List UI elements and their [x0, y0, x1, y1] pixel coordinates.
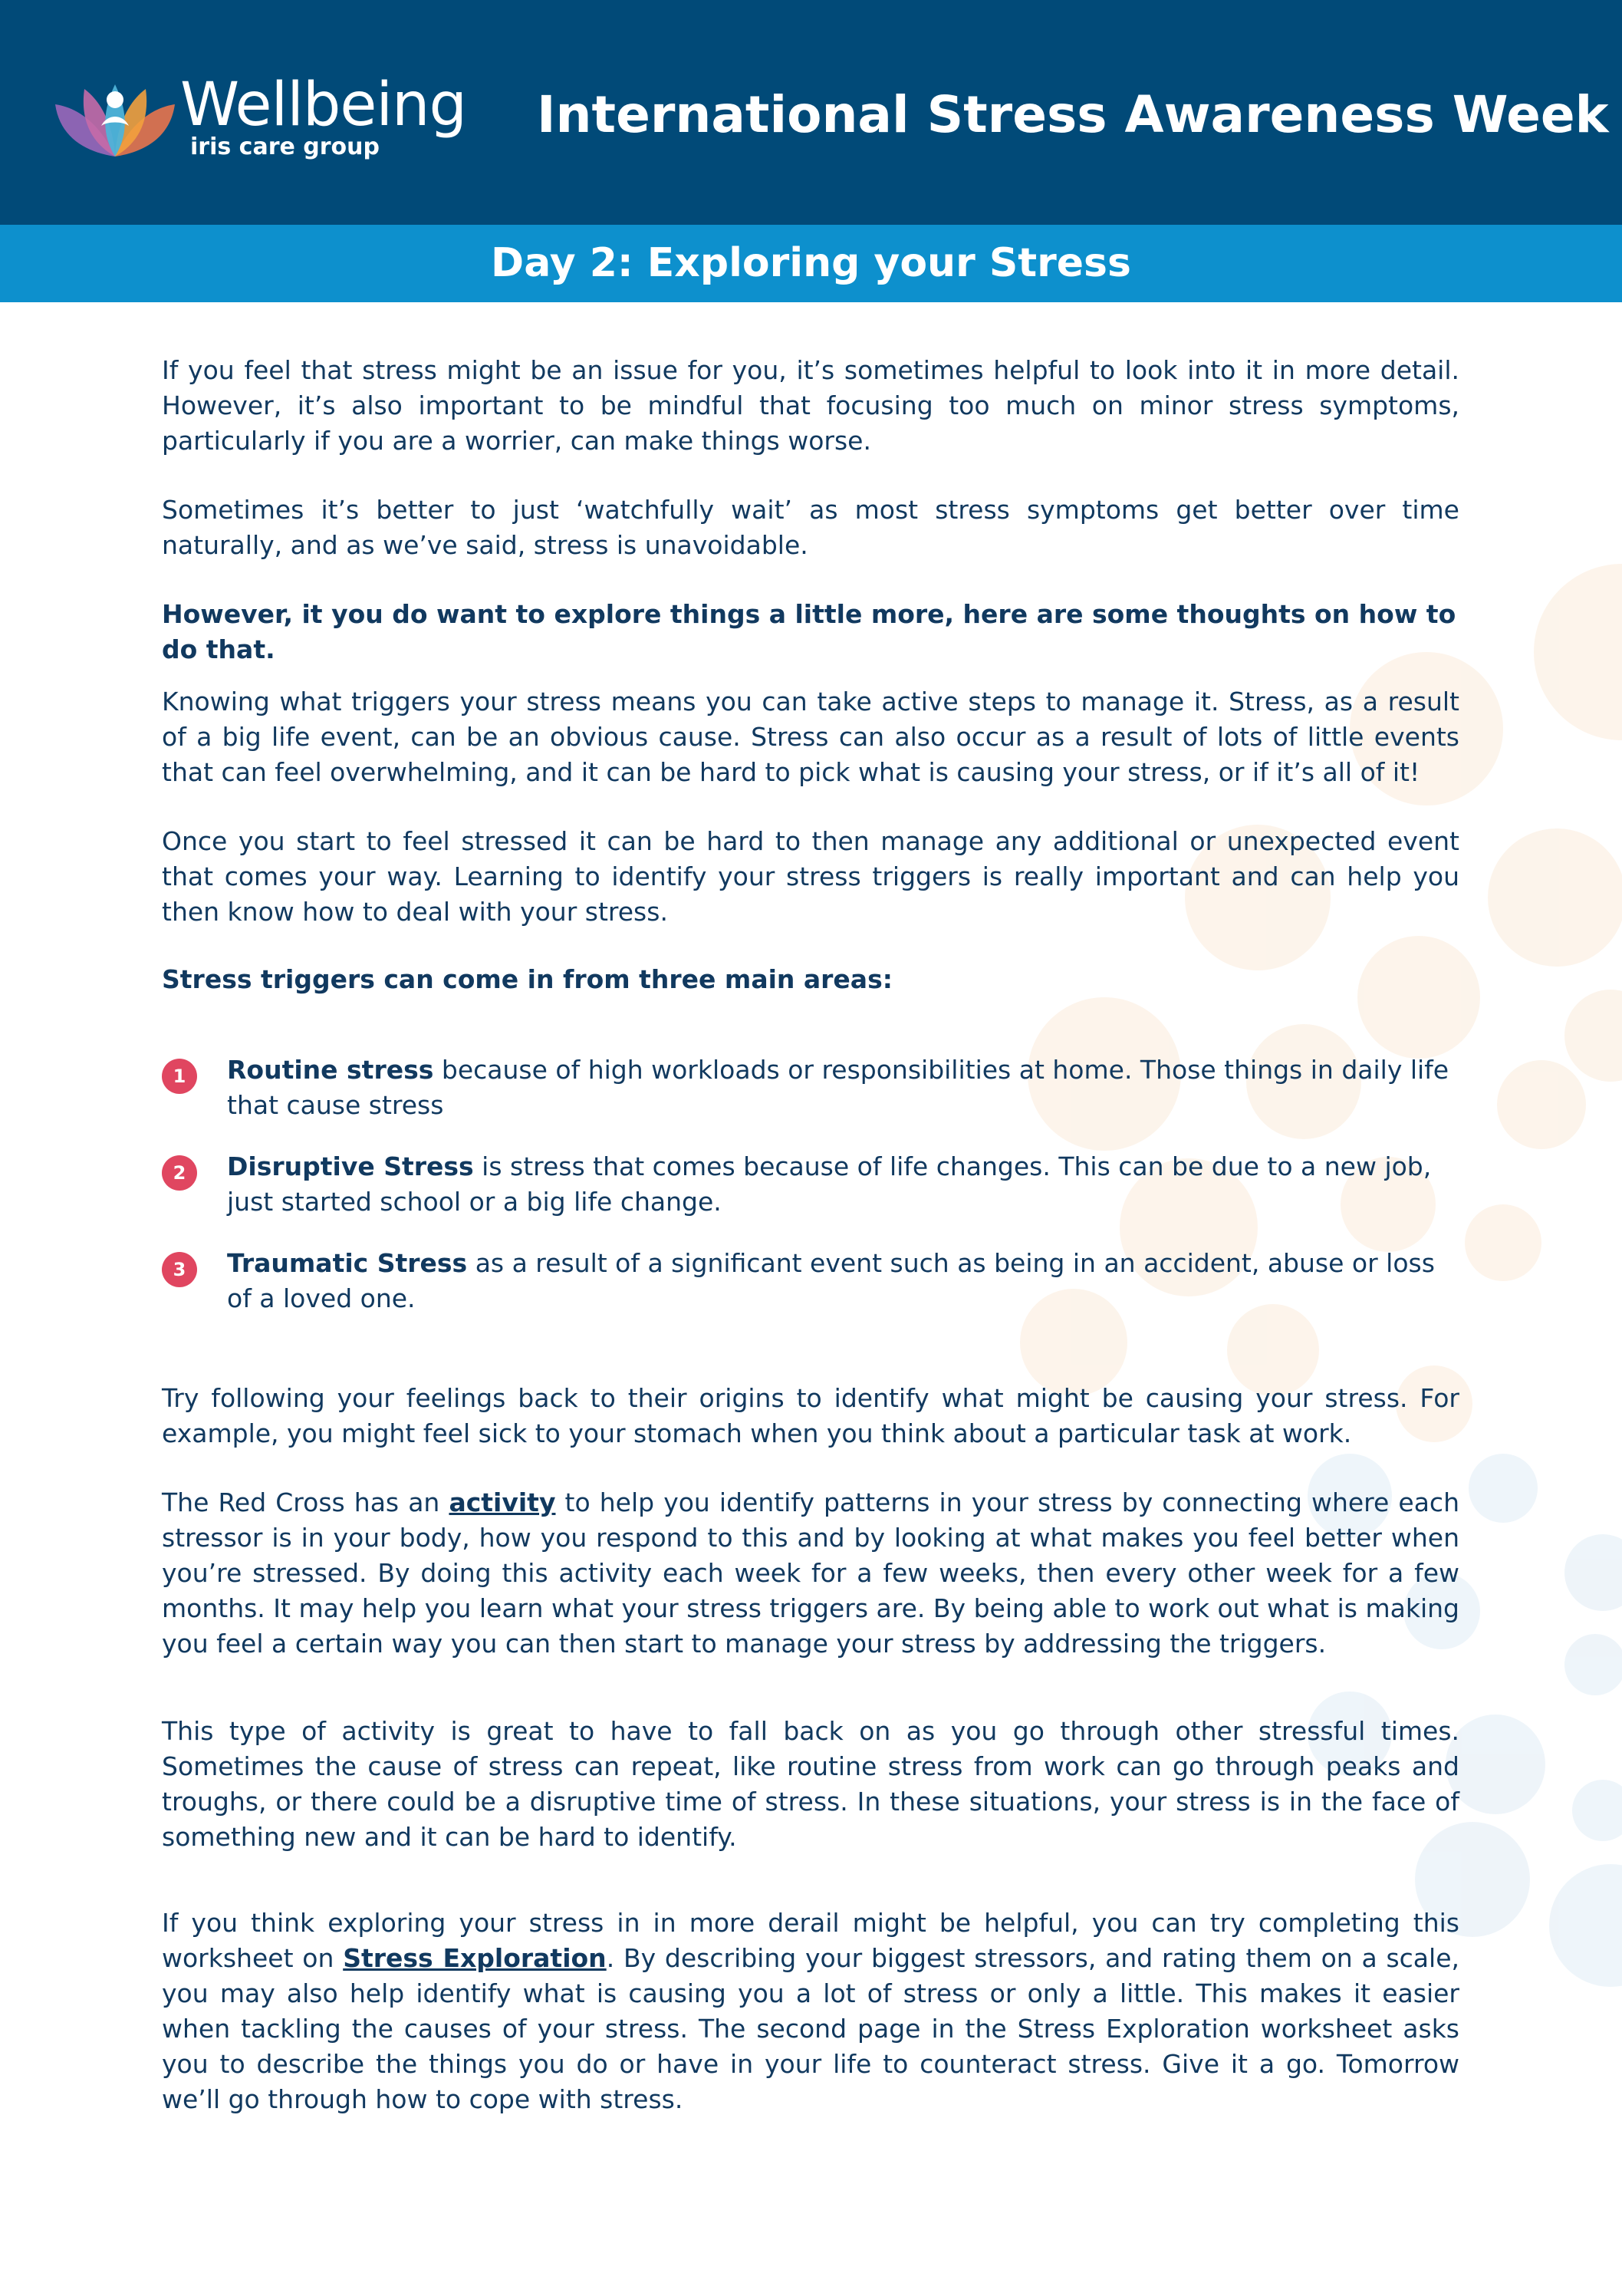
triggers-paragraph: Knowing what triggers your stress means you can take active steps to manage it. Stress, as a result of a big life event, can be an obvious cause. Stress can also occur as a result of lots of little events that can feel overwhelming, and it can be hard to pick what is causing your stress, or if it’s all of it!	[162, 687, 1459, 787]
trigger-title: Routine stress	[227, 1055, 434, 1085]
trigger-description: is stress that comes because of life changes. This can be due to a new job, just started school or a big life change.	[227, 1151, 1432, 1217]
trigger-text	[227, 1246, 1459, 1316]
activity-link[interactable]: activity	[449, 1487, 556, 1517]
red-cross-text-before: The Red Cross has an	[162, 1487, 449, 1517]
logo-title: Wellbeing	[180, 71, 467, 140]
intro-paragraph: If you feel that stress might be an issue for you, it’s sometimes helpful to look into it in more detail. However, it’s also important to be mindful that focusing too much on minor stress symptoms, particularly if you are a worrier, can make things worse.	[162, 355, 1459, 456]
worksheet-text-before: If you think exploring your stress in in more derail might be helpful, you can try completing this worksheet on	[162, 1908, 1459, 1973]
worksheet-text-after: . By describing your biggest stressors, and rating them on a scale, you may also help identify what is causing you a lot of stress or only a little. This makes it easier when tackling the causes of your stress. The second page in the Stress Exploration worksheet asks you to describe the things you do or have in your life to counteract stress. Give it a go. Tomorrow we’ll go through how to cope with stress.	[162, 1943, 1459, 2114]
number-badge: 2	[162, 1155, 197, 1191]
red-cross-paragraph	[162, 1485, 1459, 1662]
trigger-description: as a result of a significant event such as being in an accident, abuse or loss of a loved one.	[227, 1248, 1435, 1313]
trigger-areas-heading: Stress triggers can come in from three main areas:	[162, 964, 893, 994]
watchful-wait-paragraph: Sometimes it’s better to just ‘watchfully wait’ as most stress symptoms get better over time naturally, and as we’ve said, stress is unavoidable.	[162, 495, 1459, 560]
feelings-paragraph: Try following your feelings back to their origins to identify what might be causing your stress. For example, you might feel sick to your stomach when you think about a particular task at work.	[162, 1383, 1459, 1448]
logo-subtitle: iris care group	[190, 133, 380, 160]
fall-back-paragraph: This type of activity is great to have to fall back on as you go through other stressful times. Sometimes the cause of stress can repeat, like routine stress from work can go through peaks and troughs, or there could be a disruptive time of stress. In these situations, your stress is in the face of something new and it can be hard to identify.	[162, 1716, 1459, 1852]
explore-heading: However, it you do want to explore things a little more, here are some thoughts on how to do that.	[162, 599, 1456, 664]
stress-exploration-link[interactable]: Stress Exploration	[343, 1943, 607, 1973]
identify-triggers-paragraph: Once you start to feel stressed it can be hard to then manage any additional or unexpected event that comes your way. Learning to identify your stress triggers is really important and can help you then know how to deal with your stress.	[162, 826, 1459, 927]
trigger-text	[227, 1052, 1459, 1123]
trigger-title: Traumatic Stress	[227, 1248, 468, 1278]
trigger-text	[227, 1149, 1459, 1220]
day-title: Day 2: Exploring your Stress	[491, 240, 1131, 286]
number-badge: 3	[162, 1252, 197, 1287]
red-cross-text-after: to help you identify patterns in your stress by connecting where each stressor is in your body, how you respond to this and by looking at what makes you feel better when you’re stressed. By doing this activity each week for a few weeks, then every other week for a few months. It may help you learn what your stress triggers are. By being able to work out what is making you feel a certain way you can then start to manage your stress by addressing the triggers.	[162, 1487, 1459, 1659]
trigger-description: because of high workloads or responsibilities at home. Those things in daily life that cause stress	[227, 1055, 1449, 1120]
worksheet-paragraph	[162, 1906, 1459, 2117]
number-badge: 1	[162, 1059, 197, 1094]
page-title: International Stress Awareness Week	[537, 85, 1609, 144]
trigger-title: Disruptive Stress	[227, 1151, 474, 1181]
